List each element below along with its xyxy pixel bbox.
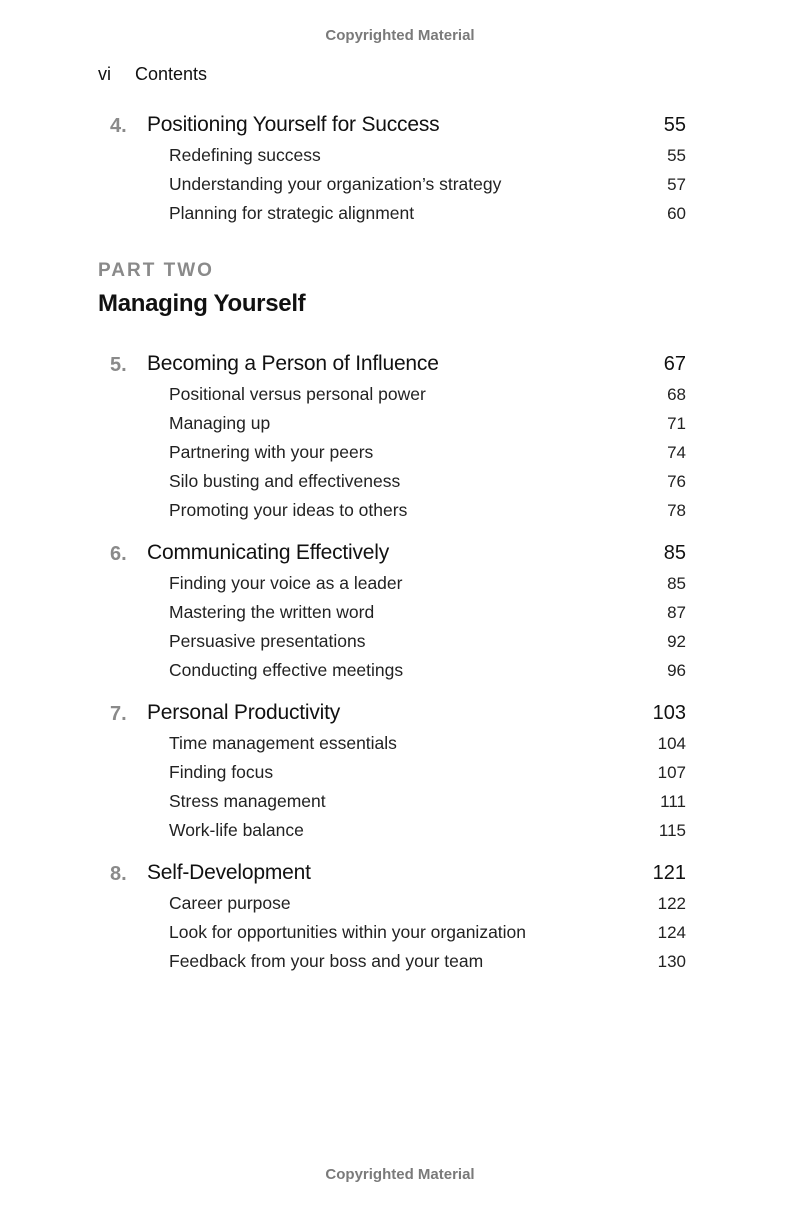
chapter-title: Personal Productivity bbox=[147, 701, 341, 724]
chapter-number: 6. bbox=[110, 543, 127, 565]
section-page: 74 bbox=[667, 443, 686, 462]
chapter-entry[interactable] bbox=[98, 351, 686, 381]
chapter-entry[interactable] bbox=[98, 540, 686, 570]
section-title: Redefining success bbox=[169, 145, 321, 165]
section-title: Finding focus bbox=[169, 762, 274, 782]
toc-chapter-8 bbox=[98, 860, 686, 977]
chapter-number: 5. bbox=[110, 354, 127, 376]
section-title: Look for opportunities within your organization bbox=[169, 922, 527, 942]
section-page: 122 bbox=[657, 894, 686, 913]
toc-chapter-7 bbox=[98, 700, 686, 846]
section-entry[interactable] bbox=[98, 730, 686, 759]
section-page: 71 bbox=[667, 414, 686, 433]
section-page: 115 bbox=[658, 821, 686, 840]
chapter-page: 85 bbox=[663, 542, 686, 564]
section-page: 96 bbox=[667, 661, 686, 680]
section-page: 124 bbox=[657, 923, 686, 942]
chapter-title: Positioning Yourself for Success bbox=[147, 113, 440, 136]
chapter-page: 121 bbox=[652, 862, 686, 884]
section-entry[interactable] bbox=[98, 599, 686, 628]
section-title: Silo busting and effectiveness bbox=[169, 471, 401, 491]
running-head-title: Contents bbox=[135, 64, 208, 84]
section-page: 87 bbox=[667, 603, 686, 622]
section-entry[interactable] bbox=[98, 439, 686, 468]
section-page: 60 bbox=[667, 204, 686, 223]
section-title: Mastering the written word bbox=[169, 602, 375, 622]
section-page: 107 bbox=[657, 763, 686, 782]
chapter-page: 67 bbox=[663, 353, 686, 375]
page-folio: vi bbox=[98, 64, 111, 84]
chapter-entry[interactable] bbox=[98, 112, 686, 142]
chapter-number: 7. bbox=[110, 703, 127, 725]
chapter-number: 8. bbox=[110, 863, 127, 885]
section-entry[interactable] bbox=[98, 817, 686, 846]
section-page: 68 bbox=[667, 385, 686, 404]
section-title: Conducting effective meetings bbox=[169, 660, 404, 680]
section-entry[interactable] bbox=[98, 468, 686, 497]
chapter-page: 55 bbox=[663, 114, 686, 136]
part-title: Managing Yourself bbox=[98, 290, 306, 317]
section-title: Partnering with your peers bbox=[169, 442, 374, 462]
chapter-title: Self-Development bbox=[147, 861, 311, 884]
section-entry[interactable] bbox=[98, 657, 686, 686]
section-entry[interactable] bbox=[98, 948, 686, 977]
copyright-watermark-top: Copyrighted Material bbox=[325, 27, 475, 44]
section-entry[interactable] bbox=[98, 919, 686, 948]
section-title: Understanding your organization’s strategy bbox=[169, 174, 502, 194]
section-entry[interactable] bbox=[98, 142, 686, 171]
section-page: 78 bbox=[667, 501, 686, 520]
toc-chapter-6 bbox=[98, 540, 686, 686]
section-page: 57 bbox=[667, 175, 686, 194]
section-title: Finding your voice as a leader bbox=[169, 573, 403, 593]
chapter-number: 4. bbox=[110, 115, 127, 137]
section-entry[interactable] bbox=[98, 171, 686, 200]
section-title: Time management essentials bbox=[169, 733, 397, 753]
section-page: 92 bbox=[667, 632, 686, 651]
chapter-entry[interactable] bbox=[98, 700, 686, 730]
section-entry[interactable] bbox=[98, 381, 686, 410]
section-entry[interactable] bbox=[98, 410, 686, 439]
part-label: PART TWO bbox=[98, 260, 214, 281]
section-title: Managing up bbox=[169, 413, 271, 433]
section-entry[interactable] bbox=[98, 497, 686, 526]
section-title: Career purpose bbox=[169, 893, 291, 913]
section-title: Promoting your ideas to others bbox=[169, 500, 408, 520]
toc-chapter-4 bbox=[98, 112, 686, 229]
section-page: 111 bbox=[660, 792, 686, 811]
section-title: Positional versus personal power bbox=[169, 384, 426, 404]
chapter-title: Communicating Effectively bbox=[147, 541, 390, 564]
running-head bbox=[98, 64, 207, 85]
section-title: Stress management bbox=[169, 791, 326, 811]
section-entry[interactable] bbox=[98, 570, 686, 599]
section-entry[interactable] bbox=[98, 759, 686, 788]
section-title: Planning for strategic alignment bbox=[169, 203, 415, 223]
chapter-entry[interactable] bbox=[98, 860, 686, 890]
section-page: 130 bbox=[657, 952, 686, 971]
section-entry[interactable] bbox=[98, 628, 686, 657]
section-entry[interactable] bbox=[98, 200, 686, 229]
section-title: Feedback from your boss and your team bbox=[169, 951, 484, 971]
section-entry[interactable] bbox=[98, 788, 686, 817]
chapter-title: Becoming a Person of Influence bbox=[147, 352, 439, 375]
section-entry[interactable] bbox=[98, 890, 686, 919]
section-page: 85 bbox=[667, 574, 686, 593]
section-title: Persuasive presentations bbox=[169, 631, 366, 651]
section-page: 104 bbox=[657, 734, 686, 753]
section-page: 55 bbox=[667, 146, 686, 165]
section-title: Work-life balance bbox=[169, 820, 304, 840]
section-page: 76 bbox=[667, 472, 686, 491]
chapter-page: 103 bbox=[652, 702, 686, 724]
copyright-watermark-bottom: Copyrighted Material bbox=[325, 1166, 475, 1183]
toc-chapter-5 bbox=[98, 351, 686, 526]
